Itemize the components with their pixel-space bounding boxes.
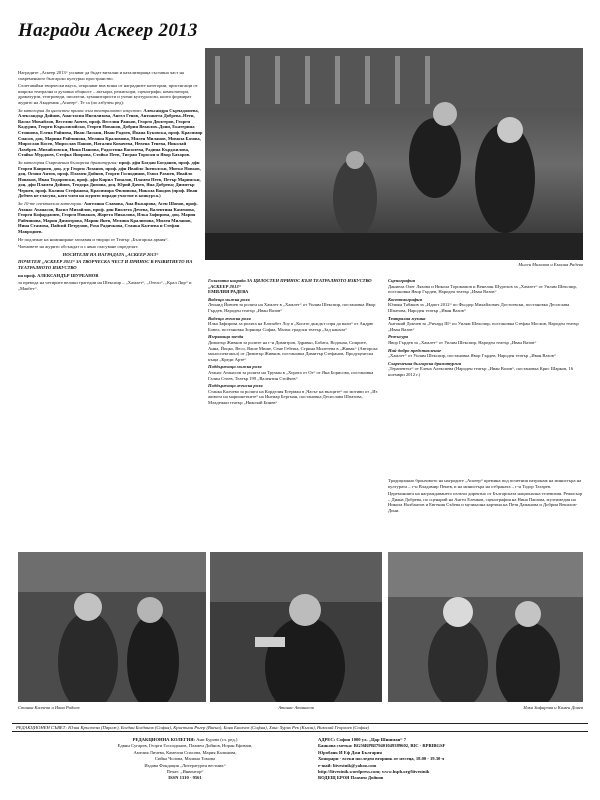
photo-bottom-middle-image <box>210 552 382 702</box>
editorial-address <box>318 737 583 782</box>
award-winner: Димитър Живков за ролите на г-н Димитров, Здравко, Бабата, Водоная, Спирите, Анна, Йоцко, Весо, Ваше Мише, Сене Гебеша, Стрина Милетева в „Живак“ (Авторска моноспектакъл) от Димитър Живков, постановка Димитър Стефанов, Продуцентска къща „Креди Арте“ <box>208 339 378 362</box>
jury-lead: За категория За цялостен принос към театралното изкуство: <box>18 107 143 113</box>
ceremony-photo-image <box>205 48 583 260</box>
award-heading: Поддържаща женска роля <box>208 383 263 389</box>
collegium-label: РЕДАКЦИОННА КОЛЕГИЯ: <box>132 737 196 742</box>
award-heading: Театрална музика <box>388 315 426 321</box>
award-heading: Съвременна българска драматургия <box>388 360 462 366</box>
award-item <box>208 334 378 362</box>
award-winner: Даниела Олег Ляхова и Никола Торомамов и Венелин Шурелов за „Хамлет“ от Уилям Шекспир, постановка Явор Гърдев, Народен театър „Иван Вазов“ <box>388 283 577 295</box>
issue-lead: ВОДЕЩ БРОЯ Пламен Дойнов <box>318 775 384 781</box>
intro-paragraph: Наградите „Аскеер 2013“ успяват да бъдат витални и катализираща съставна част на съвременното българско културно пространство. <box>18 70 184 81</box>
collegium-line: Издава Фондация „Литературен вестник“ <box>144 762 226 768</box>
photo-caption: Атанас Атанасов <box>278 705 314 710</box>
award-item <box>388 361 583 378</box>
award-item <box>388 278 583 295</box>
laureates-heading: НОСИТЕЛИ НА НАГРАДАТА „АСКЕЕР 2013“ <box>62 251 159 257</box>
intro-paragraph: Съчетавайки творчески вкусъ, открояват във всяка от наградните категории, пристигащи от широка театрална и духовна общност – актьори, режисьори, сценографи, композитори, драматурзи, театроведи, писатели, хуманитаристи и учени културолози, които формират журито на Академия „Аскеер“. Те са (по азбучен ред): <box>18 83 198 105</box>
ceremony-text <box>388 478 583 516</box>
jury-lead: За категория Съвременна българска драматургия: <box>18 159 118 165</box>
award-item <box>208 364 378 381</box>
award-item <box>388 334 583 345</box>
award-winner: Юлиян Табаков за „Идиот 2012“ по Фьодор Михайлович Достоевски, постановка Десислава Шпатова, Народен театър „Иван Вазов“ <box>388 302 570 313</box>
honor-heading: ПОЧЕТЕН „АСКЕЕР 2013“ ЗА ТВОРЧЕСКА ЧЕСТ И ПРИНОС В РАЗВИТИЕТО НА ТЕАТРАЛНОТО ИЗКУСТВО <box>18 259 193 270</box>
jury-names: Александра Сърчаджиева, Александър Дойнов, Анастасия Ингилизова, Ангел Генов, Антоанета Добрева–Нети, Васил Михайлов, Веселин Анчев, проф. Веселин Ранков, Георги Дюлгеров, Георги Кадурин, Георги Кърклисийски, Георги Новаков, Добрин Векилов–Дони, Екатерина Стоянова, Елена Райнова, Иван Ласкин, Иван Радоев, Йоана Буковска, проф. Красимир Спасов, доц. Марина Райчинова, Мелина Кралимова, Милен Миланов, Мимоза Базова, Мирослав Косев, Мирослав Пашов, Наталия Ковачева, Невена Тенева, Николай Ламбрев–Михайловски, Нина Пашова, Радостина Василева, Радина Кърджилова, Стайко Мурджев, Стефка Янорова, Стойко Пеев, Тигран Торосян и Явор Бахаров. <box>18 107 203 158</box>
award-item <box>208 278 378 295</box>
left-column <box>18 70 203 293</box>
award-winner: Антоний Дончев за „Ричард III“ по Уилям Шекспир, постановка Стефан Москов, Народен театър „Иван Вазов“ <box>388 321 579 332</box>
issn: ISSN 1310 - 9561 <box>168 775 202 781</box>
jury-block <box>18 108 203 158</box>
jury-block <box>18 201 203 235</box>
collegium-line: Печат: „Инвентор“ <box>166 769 204 775</box>
award-heading: Поддържаща мъжка роля <box>208 364 262 370</box>
awards-column-right <box>388 278 583 380</box>
email-link[interactable]: e-mail: litvestnik@yahoo.com <box>318 762 377 768</box>
bank-line: Юробанк И Еф Джи България <box>318 749 382 755</box>
page-title: Награди Аскеер 2013 <box>18 20 198 41</box>
award-heading: Водеща женска роля <box>208 315 251 321</box>
award-heading: Най-добро представление <box>388 347 442 353</box>
award-winner: „Хамлет“ от Уилям Шекспир, постановка Явор Гърдев, Народен театър „Иван Вазов“ <box>388 353 556 359</box>
photo-caption: Милен Миланов и Емилия Радева <box>518 262 583 267</box>
editorial-board-bar: РЕДАКЦИОНЕН СЪВЕТ: Юлия Кръстева (Париж), Богдан Богданов (София), Кристиан Рогер (Виена), Боян Биолчев (София), Ханс Хурих Рек (Кьолн), Николай Георгиев (София) <box>12 723 588 732</box>
award-heading: Водеща мъжка роля <box>208 296 250 302</box>
award-heading: Изгряваща звезда <box>208 334 244 340</box>
award-item <box>388 297 583 314</box>
award-winner: Явор Гърдев за „Хамлет“ от Уилям Шекспир, Народен театър „Иван Вазов“ <box>388 339 537 345</box>
award-item <box>208 297 378 314</box>
hours-line: Хонорари - всеки последен вторник от месеца, 18.00 - 19.30 ч <box>318 756 445 762</box>
award-winner: ЕМИЛИЯ РАДЕВА <box>208 289 249 295</box>
award-heading: Костюмография <box>388 296 422 302</box>
award-winner: Леонид Йовчев за ролята на Хамлет в „Хамлет“ от Уилям Шекспир, постановка Явор Гърдев, Народен театър „Иван Вазов“ <box>208 302 376 313</box>
photo-bottom-middle <box>210 552 382 702</box>
website-link[interactable]: http://litvestnik.wordpress.com; www.bspb.org/litvestnik <box>318 769 430 775</box>
ceremony-paragraph: Традиционно бронзовото на наградите „Аскеер“ премина под почетния патронаж на министъра на културата – г-н Владимир Пенев, и на министъра на отбраната – г-н Тодор Тагарев. <box>388 478 582 489</box>
closing-paragraph: Не подлежат на номиниране заглавия и творци от Театър „Българска армия“. <box>18 236 169 242</box>
photo-bottom-left-image <box>18 552 206 702</box>
jury-names: Ангелина Славова, Ана Въжарова, Асен Шопов, проф. Атанас Атанасов, Васил Михайлов, проф. дин Виолета Дечева, Валентина Каменова, Георги Кофарджиев, Георги Новаков, Жорета Николова, Илка Зафирова, доц. Мария Райчинова, Мария Димитрова, Марин Янев, Мелина Кралимова, Милен Миланов, Нина Стамова, Пайсий Петрунов, Роза Радичкова, Станка Калчева и Стефан Мавродиев. <box>18 201 198 235</box>
collegium-line: Сийка Чолова, Малина Томова <box>154 756 216 762</box>
honor-text: за превода на четирите велики трагедии на Шекспир – „Хамлет“, „Отело“, „Крал Лир“ и „Макбет“. <box>18 280 192 291</box>
award-winner: Станка Калчева за ролята на Корделия Егерман в „Часът на вълците“ по мотиви от „Из живота на марионетките“ на Ингмар Бергман, постановка Десислава Шпатова, Младежки театър „Николай Бинев“ <box>208 388 378 405</box>
photo-caption: Илка Зафирова и Камен Донев <box>523 705 583 710</box>
award-item <box>208 383 378 405</box>
ceremony-paragraph: Церемонията на награждаването излъчи директно от Българската национална телевизия. Режисьор – Диана Добрева, по сценарий на Ангел Еленков, сценография на Нина Пашова, мултимедия на Никола Налбантов и Евгения Събева и музикална картина на Петя Даманова и Добрин Векилов-Дони. <box>388 491 583 513</box>
award-winner: Илка Зафирова за ролята на Елизабет Лоу в „Когато дъждът спря да вали“ от Андрю Бовел, постановка Зорница Софиа, Малък градски театър „Зад канала“ <box>208 321 374 332</box>
award-winner: Атанас Атанасов за ролята на Труман в „Хората от Оз“ от Яна Борисова, постановка Галин Стоев, Театър 199 „Валентин Стойчев“ <box>208 369 374 381</box>
jury-lead: За 10-те спектакъла категории: <box>18 201 83 207</box>
jury-names: проф. дфн Богдан Богданов, проф. дфн Георги Каприев, доц. д-р Георги Лозанов, проф. дфн Ивайло Знеполски, Митко Новков, доц. Огнян Антов, проф. Пламен Дойнов, Георги Господинов, Емил Рахнев, Ивайло Новаков, Иван Тодоровски, проф. дфн Кирил Топалов, Пламен Пеев, Петър Марински, доц. дфн Пламен Дойнов, Теодора Димова, доц. Юрий Дачев, Яна Добрева; Димитър Чернев, проф. Калина Стефанова, Красимира Филипова, Никола Вандов (проф. Иван Добчев не гласува, като член на журито поради участие в конкурса.) <box>18 159 201 199</box>
bank-line: Банкова сметка: BG56RPBI79401049389602, BIC - RPBIBGSF <box>318 743 446 749</box>
photo-bottom-right-image <box>388 552 583 702</box>
editorial-collegium <box>60 737 310 782</box>
award-heading: Сценография <box>388 278 416 283</box>
closing-paragraph: Членовете на журито обсъждат и с явно гласуване определят: <box>18 244 139 250</box>
ceremony-photo <box>205 48 583 260</box>
photo-bottom-left <box>18 552 206 702</box>
award-item <box>208 316 378 333</box>
award-item <box>388 316 583 333</box>
honor-name: на проф. АЛЕКСАНДЪР ШУРБАНОВ <box>18 272 99 278</box>
award-winner: „Терапевтът“ от Елена Алексиева (Народен театър „Иван Вазов“, постановка Крис Шарков, 16 ноември 2012 г.) <box>388 366 574 377</box>
award-item <box>388 348 583 359</box>
collegium-line: Ани Бурова (гл. ред.) <box>196 737 238 742</box>
address-line: АДРЕС: София 1000 ул. „Цар Шишман“ 7 <box>318 737 407 742</box>
collegium-line: Амелия Личева, Камелия Спасова, Мария Калинова, <box>133 749 237 755</box>
photo-caption: Станка Калчева и Иван Радоев <box>18 705 80 710</box>
collegium-line: Едвин Сугарев, Георги Господинов, Пламен Дойнов, Норан Ефимов, <box>117 743 253 749</box>
award-heading: Голямата награда ЗА ЦЯЛОСТЕН ПРИНОС КЪМ ТЕАТРАЛНОТО ИЗКУСТВО „АСКЕЕР 2013“ <box>208 278 372 289</box>
award-heading: Режисура <box>388 334 409 340</box>
jury-block <box>18 160 203 199</box>
awards-column-middle <box>208 278 378 407</box>
photo-bottom-right <box>388 552 583 702</box>
